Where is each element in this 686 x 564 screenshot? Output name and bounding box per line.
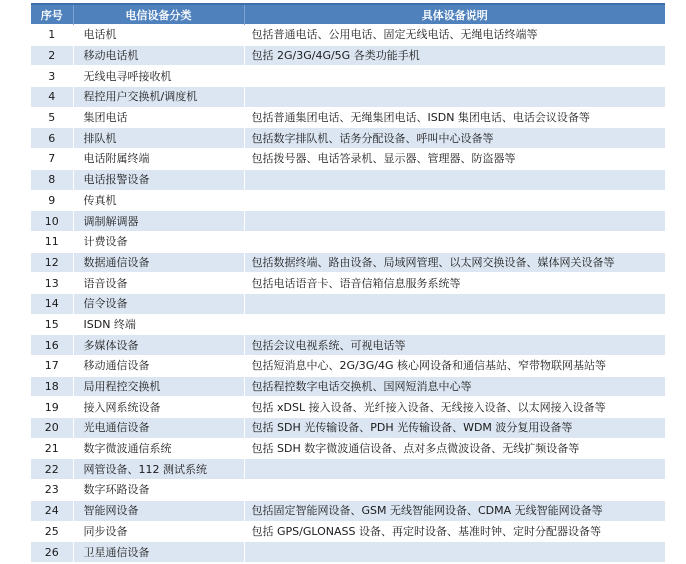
table-row <box>31 128 665 149</box>
row-equipment-detail: 包括固定智能网设备、GSM 无线智能网设备、CDMA 无线智能网设备等 <box>244 500 665 521</box>
row-equipment-category: 数字微波通信系统 <box>73 438 244 459</box>
header-equipment-detail: 具体设备说明 <box>244 5 665 25</box>
row-serial-number: 1 <box>31 25 73 46</box>
table-row <box>31 252 665 273</box>
table-row <box>31 25 665 46</box>
table-row <box>31 66 665 87</box>
row-equipment-detail: 包括 SDH 数字微波通信设备、点对多点微波设备、无线扩频设备等 <box>244 438 665 459</box>
row-equipment-detail: 包括短消息中心、2G/3G/4G 核心网设备和通信基站、窄带物联网基站等 <box>244 356 665 377</box>
row-equipment-detail: 包括会议电视系统、可视电话等 <box>244 335 665 356</box>
row-equipment-detail <box>244 190 665 211</box>
row-equipment-category: 传真机 <box>73 190 244 211</box>
row-equipment-detail: 包括 xDSL 接入设备、光纤接入设备、无线接入设备、以太网接入设备等 <box>244 397 665 418</box>
row-equipment-detail <box>244 314 665 335</box>
row-equipment-detail: 包括程控数字电话交换机、国网短消息中心等 <box>244 376 665 397</box>
row-equipment-detail <box>244 169 665 190</box>
row-serial-number: 15 <box>31 314 73 335</box>
row-equipment-detail <box>244 542 665 562</box>
row-equipment-category: 同步设备 <box>73 521 244 542</box>
table-row <box>31 521 665 542</box>
row-equipment-category: 排队机 <box>73 128 244 149</box>
row-serial-number: 4 <box>31 87 73 108</box>
table-row <box>31 273 665 294</box>
table-row <box>31 335 665 356</box>
header-serial-number: 序号 <box>31 5 73 25</box>
row-equipment-category: ISDN 终端 <box>73 314 244 335</box>
row-equipment-detail <box>244 459 665 480</box>
row-serial-number: 21 <box>31 438 73 459</box>
row-equipment-category: 电话附属终端 <box>73 149 244 170</box>
row-equipment-category: 数字环路设备 <box>73 480 244 501</box>
row-serial-number: 11 <box>31 231 73 252</box>
header-equipment-category: 电信设备分类 <box>73 5 244 25</box>
row-equipment-detail: 包括 GPS/GLONASS 设备、再定时设备、基准时钟、定时分配器设备等 <box>244 521 665 542</box>
row-serial-number: 17 <box>31 356 73 377</box>
row-equipment-detail <box>244 87 665 108</box>
telecom-equipment-table <box>31 5 665 562</box>
row-equipment-category: 移动通信设备 <box>73 356 244 377</box>
row-serial-number: 5 <box>31 107 73 128</box>
row-equipment-detail: 包括普通集团电话、无绳集团电话、ISDN 集团电话、电话会议设备等 <box>244 107 665 128</box>
row-equipment-detail: 包括普通电话、公用电话、固定无线电话、无绳电话终端等 <box>244 25 665 46</box>
row-equipment-category: 电话机 <box>73 25 244 46</box>
row-serial-number: 8 <box>31 169 73 190</box>
row-serial-number: 16 <box>31 335 73 356</box>
row-equipment-category: 局用程控交换机 <box>73 376 244 397</box>
row-equipment-category: 多媒体设备 <box>73 335 244 356</box>
row-equipment-category: 计费设备 <box>73 231 244 252</box>
table-row <box>31 211 665 232</box>
table-row <box>31 169 665 190</box>
row-serial-number: 25 <box>31 521 73 542</box>
row-equipment-detail <box>244 66 665 87</box>
row-equipment-detail <box>244 480 665 501</box>
row-serial-number: 24 <box>31 500 73 521</box>
row-equipment-detail <box>244 293 665 314</box>
row-serial-number: 10 <box>31 211 73 232</box>
row-equipment-detail: 包括拨号器、电话答录机、显示器、管理器、防盗器等 <box>244 149 665 170</box>
table-row <box>31 459 665 480</box>
row-equipment-category: 电话报警设备 <box>73 169 244 190</box>
row-serial-number: 7 <box>31 149 73 170</box>
table-row <box>31 293 665 314</box>
table-row <box>31 149 665 170</box>
table-row <box>31 397 665 418</box>
table-body <box>31 25 665 562</box>
row-equipment-detail <box>244 211 665 232</box>
table-row <box>31 438 665 459</box>
row-equipment-category: 卫星通信设备 <box>73 542 244 562</box>
row-serial-number: 14 <box>31 293 73 314</box>
table-row <box>31 87 665 108</box>
row-equipment-category: 信令设备 <box>73 293 244 314</box>
table-row <box>31 542 665 562</box>
row-serial-number: 2 <box>31 45 73 66</box>
row-equipment-detail <box>244 231 665 252</box>
row-equipment-detail: 包括数字排队机、话务分配设备、呼叫中心设备等 <box>244 128 665 149</box>
table-row <box>31 376 665 397</box>
row-serial-number: 26 <box>31 542 73 562</box>
table-header-row <box>31 5 665 25</box>
row-serial-number: 9 <box>31 190 73 211</box>
row-equipment-category: 语音设备 <box>73 273 244 294</box>
row-serial-number: 12 <box>31 252 73 273</box>
row-equipment-category: 移动电话机 <box>73 45 244 66</box>
row-equipment-detail: 包括 SDH 光传输设备、PDH 光传输设备、WDM 波分复用设备等 <box>244 418 665 439</box>
row-equipment-category: 数据通信设备 <box>73 252 244 273</box>
row-equipment-detail: 包括电话语音卡、语音信箱信息服务系统等 <box>244 273 665 294</box>
row-serial-number: 22 <box>31 459 73 480</box>
row-serial-number: 19 <box>31 397 73 418</box>
row-equipment-category: 网管设备、112 测试系统 <box>73 459 244 480</box>
table-row <box>31 45 665 66</box>
row-equipment-category: 集团电话 <box>73 107 244 128</box>
row-equipment-category: 程控用户交换机/调度机 <box>73 87 244 108</box>
row-serial-number: 13 <box>31 273 73 294</box>
table-row <box>31 190 665 211</box>
row-equipment-category: 无线电寻呼接收机 <box>73 66 244 87</box>
row-serial-number: 6 <box>31 128 73 149</box>
row-serial-number: 3 <box>31 66 73 87</box>
table-row <box>31 480 665 501</box>
row-equipment-category: 光电通信设备 <box>73 418 244 439</box>
table-row <box>31 314 665 335</box>
row-equipment-category: 接入网系统设备 <box>73 397 244 418</box>
row-equipment-detail: 包括数据终端、路由设备、局域网管理、以太网交换设备、媒体网关设备等 <box>244 252 665 273</box>
table-row <box>31 107 665 128</box>
table-row <box>31 231 665 252</box>
row-equipment-detail: 包括 2G/3G/4G/5G 各类功能手机 <box>244 45 665 66</box>
row-equipment-category: 智能网设备 <box>73 500 244 521</box>
table-row <box>31 500 665 521</box>
table-row <box>31 356 665 377</box>
table-row <box>31 418 665 439</box>
row-serial-number: 20 <box>31 418 73 439</box>
row-serial-number: 18 <box>31 376 73 397</box>
row-serial-number: 23 <box>31 480 73 501</box>
row-equipment-category: 调制解调器 <box>73 211 244 232</box>
